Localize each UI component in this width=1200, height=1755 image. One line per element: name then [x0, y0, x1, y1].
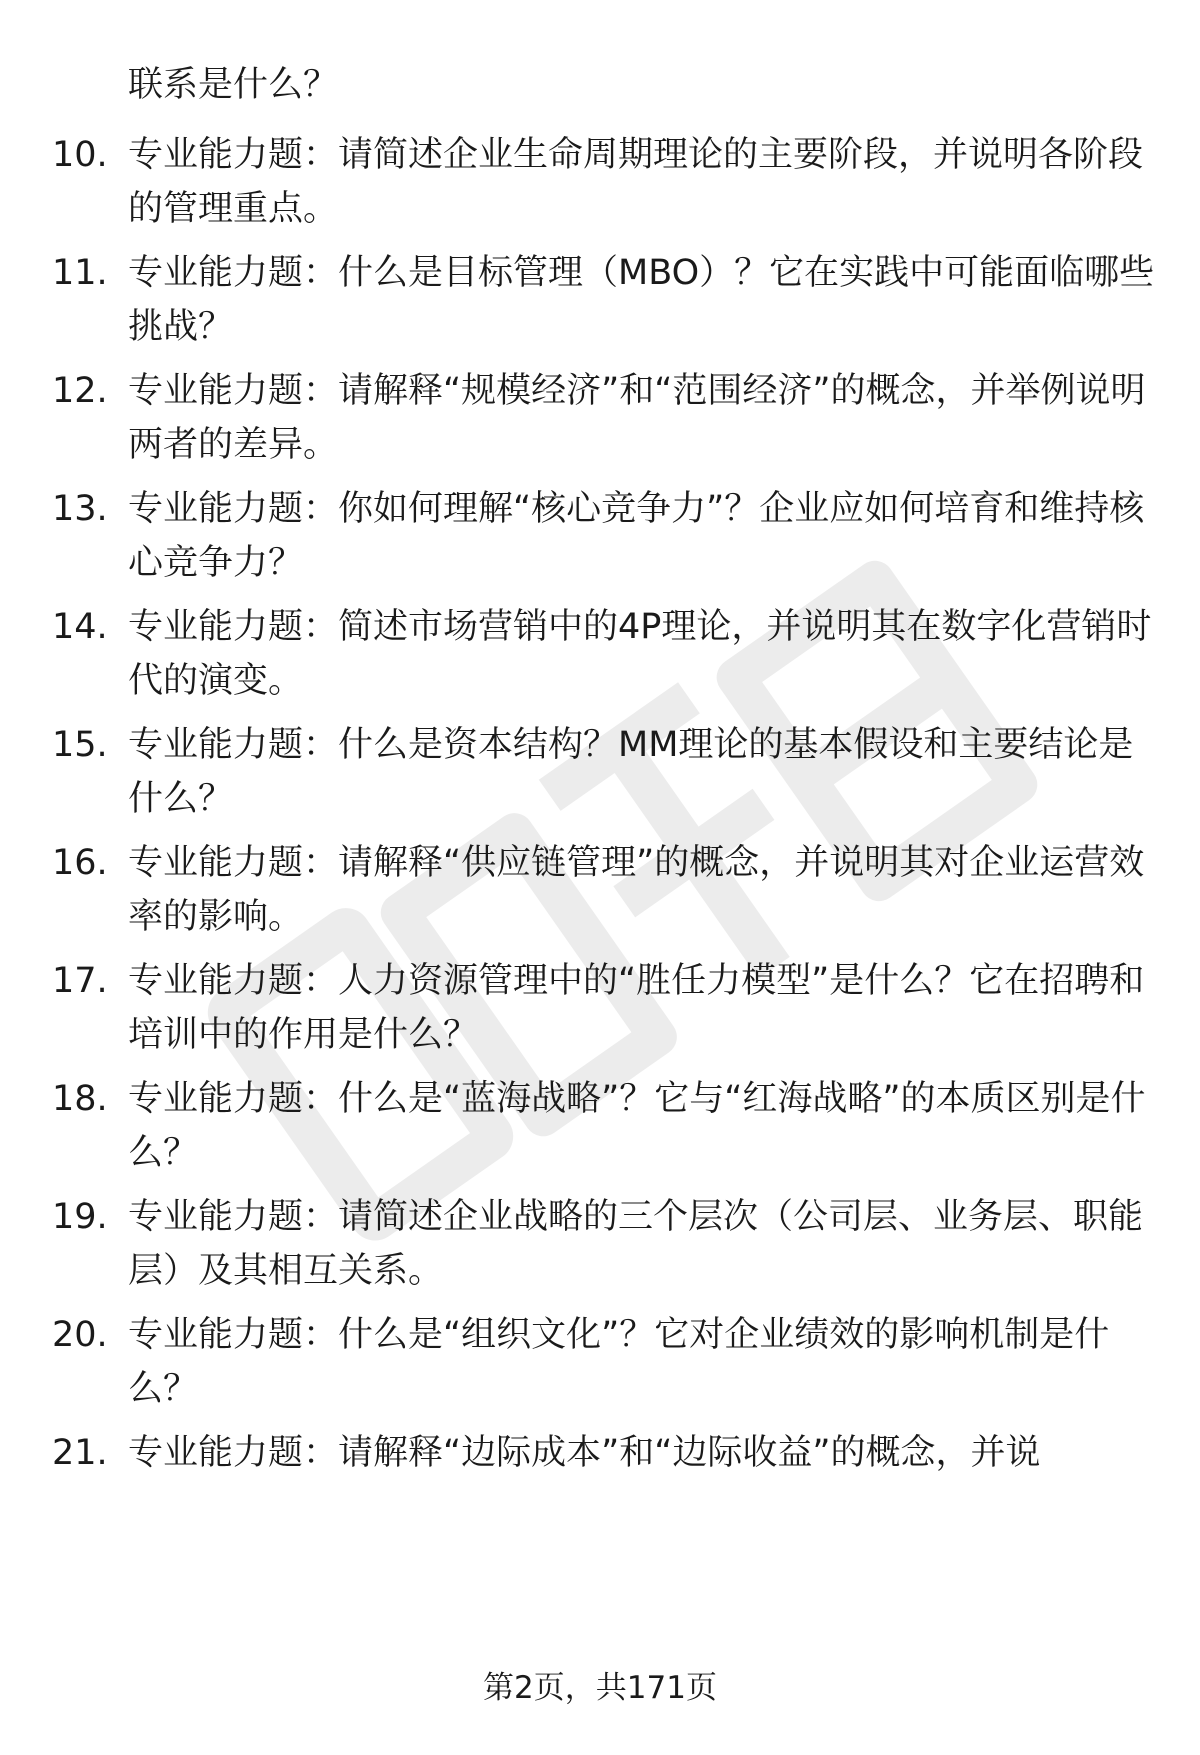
- question-text: 专业能力题：人力资源管理中的“胜任力模型”是什么？它在招聘和培训中的作用是什么？: [128, 961, 1145, 1055]
- question-text: 专业能力题：请解释“供应链管理”的概念，并说明其对企业运营效率的影响。: [128, 843, 1145, 937]
- question-text: 专业能力题：什么是“组织文化”？它对企业绩效的影响机制是什么？: [128, 1315, 1110, 1409]
- question-number: 19.: [52, 1197, 108, 1237]
- question-number: 15.: [52, 725, 108, 765]
- question-text: 专业能力题：请解释“边际成本”和“边际收益”的概念，并说: [128, 1433, 1041, 1473]
- question-text: 专业能力题：什么是资本结构？MM理论的基本假设和主要结论是什么？: [128, 725, 1134, 819]
- question-number: 17.: [52, 961, 108, 1001]
- question-number: 12.: [52, 371, 108, 411]
- question-number: 18.: [52, 1079, 108, 1119]
- question-text: 专业能力题：请简述企业战略的三个层次（公司层、业务层、职能层）及其相互关系。: [128, 1197, 1144, 1291]
- question-number: 21.: [52, 1433, 108, 1473]
- question-number: 16.: [52, 843, 108, 883]
- question-text: 专业能力题：请简述企业生命周期理论的主要阶段，并说明各阶段的管理重点。: [128, 135, 1144, 229]
- question-text: 专业能力题：你如何理解“核心竞争力”？企业应如何培育和维持核心竞争力？: [128, 489, 1145, 583]
- question-number: 10.: [52, 135, 108, 175]
- question-text: 专业能力题：请解释“规模经济”和“范围经济”的概念，并举例说明两者的差异。: [128, 371, 1146, 465]
- continuation-text: 联系是什么？: [128, 65, 339, 105]
- question-number: 14.: [52, 607, 108, 647]
- question-text: 专业能力题：什么是目标管理（MBO）？它在实践中可能面临哪些挑战？: [128, 253, 1155, 347]
- question-text: 专业能力题：简述市场营销中的4P理论，并说明其在数字化营销时代的演变。: [128, 607, 1152, 701]
- question-number: 11.: [52, 253, 108, 293]
- question-number: 20.: [52, 1315, 108, 1355]
- page-footer: 第2页，共171页: [483, 1670, 717, 1706]
- question-number: 13.: [52, 489, 108, 529]
- question-text: 专业能力题：什么是“蓝海战略”？它与“红海战略”的本质区别是什么？: [128, 1079, 1146, 1173]
